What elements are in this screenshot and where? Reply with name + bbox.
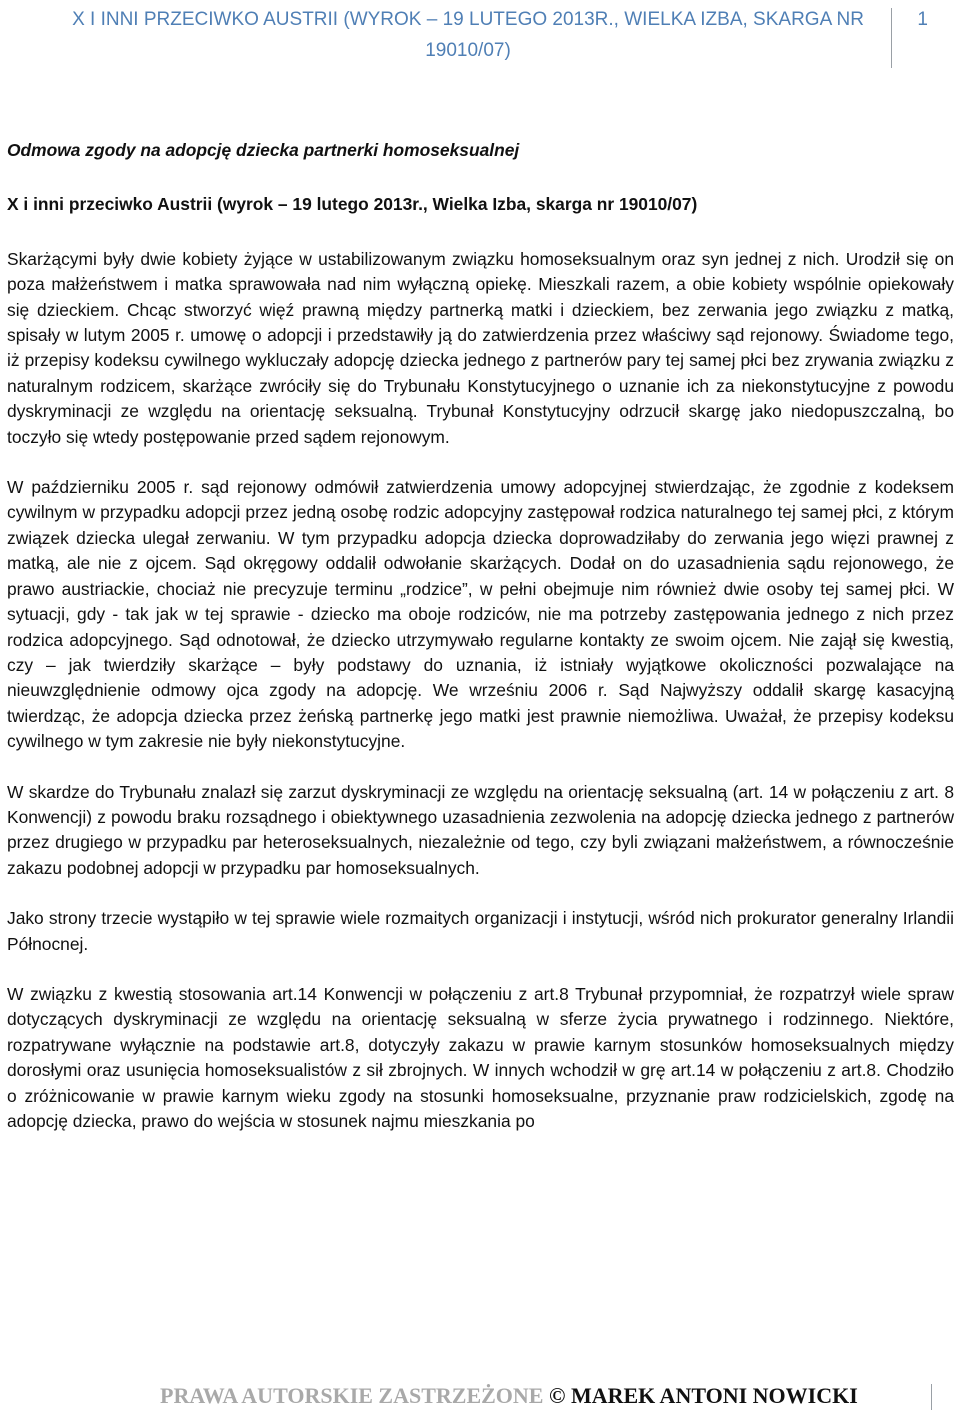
paragraph-proceedings: W październiku 2005 r. sąd rejonowy odmówił zatwierdzenia umowy adopcyjnej stwierdzając, że zgodnie z kodeksem cywilnym w przypadku adopcji przez jedną osobę rodzic adopcyjny zastępował rodzica naturalnego tej samej płci, z którym związek dziecka ulegał zerwaniu. W tym przypadku adopcja dziecka doprowadziłaby do zerwania jego więzi prawnej z matką, ale nie z ojcem. Sąd okręgowy oddalił odwołanie skarżących. Dodał on do uzasadnienia sądu rejonowego, że prawo austriackie, chociaż nie precyzuje terminu „rodzice”, w pełni obejmuje nim również dwie osoby tej samej płci. W sytuacji, gdy - tak jak w tej sprawie - dziecko ma oboje rodziców, nie ma potrzeby zastępowania jednego z nich przez rodzica adopcyjnego. Sąd odnotował, że dziecko utrzymywało regularne kontakty ze swoim ojcem. Nie zajął się kwestią, czy – jak twierdziły skarżące – były podstawy do uznania, iż istniały wyjątkowe okoliczności pozwalające na nieuwzględnienie odmowy ojca zgody na adopcję. We wrześniu 2006 r. Sąd Najwyższy oddalił skargę kasacyjną twierdząc, że adopcja dziecka przez żeńską partnerkę jego matki jest prawnie niemożliwa. Uważał, że przepisy kodeksu cywilnego w tym zakresie nie były niekonstytucyjne. xyxy=(7,477,954,752)
paragraph-court-reasoning: W związku z kwestią stosowania art.14 Konwencji w połączeniu z art.8 Trybunał przypomniał, że rozpatrzył wiele spraw dotyczących dyskryminacji ze względu na orientację seksualną w sferze życia prywatnego i rodzinnego. Niektóre, rozpatrywane wyłącznie na podstawie art.8, dotyczyły zakazu w prawie karnym stosunków homoseksualnych między dorosłymi oraz usunięcia homoseksualistów z sił zbrojnych. W innych wchodził w grę art.14 w połączeniu z art.8. Chodziło o zróżnicowanie w prawie karnym wieku zgody na stosunki homoseksualne, przyznanie praw rodzicielskich, zgodę na adopcję dziecka, prawo do wejścia w stosunek najmu mieszkania po xyxy=(7,983,954,1131)
document-subtitle: X i inni przeciwko Austrii (wyrok – 19 lutego 2013r., Wielka Izba, skarga nr 19010/07) xyxy=(7,194,698,215)
header-title: X I INNI PRZECIWKO AUSTRII (WYROK – 19 LUTEGO 2013R., WIELKA IZBA, SKARGA NR 19010/07) xyxy=(72,9,864,61)
document-title: Odmowa zgody na adopcję dziecka partnerki homoseksualnej xyxy=(7,140,520,160)
page-number: 1 xyxy=(917,9,928,30)
footer-divider xyxy=(931,1384,932,1410)
paragraph-complaint: W skardze do Trybunału znalazł się zarzut dyskryminacji ze względu na orientację seksualną (art. 14 w połączeniu z art. 8 Konwencji) z powodu braku rozsądnego i obiektywnego uzasadnienia zezwolenia na adopcję dziecka jednego z partnerów przez drugiego w przypadku par heteroseksualnych, niezależnie od tego, czy byli związani małżeństwem, a równocześnie zakazu podobnej adopcji w przypadku par homoseksualnych. xyxy=(7,781,954,878)
paragraph-facts: Skarżącymi były dwie kobiety żyjące w ustabilizowanym związku homoseksualnym oraz syn jednej z nich. Urodził się on poza małżeństwem i matka sprawowała nad nim wyłączną opiekę. Mieszkali razem, a obie kobiety wspólnie opiekowały się dzieckiem. Chcąc stworzyć więź prawną między partnerką matki i dzieckiem, bez zerwania jego związku z matką, spisały w lutym 2005 r. umowę o adopcji i przedstawiły ją do zatwierdzenia przez właściwy sąd rejonowy. Świadome tego, iż przepisy kodeksu cywilnego wykluczały adopcję dziecka jednego z partnerów pary tej samej płci bez zrywania związku z naturalnym rodzicem, skarżące zwróciły się do Trybunału Konstytucyjnego o uznanie ich za niekonstytucyjne z powodu dyskryminacji ze względu na orientację seksualną. Trybunał Konstytucyjny odrzucił skargę jako niedopuszczalną, bo toczyło się wtedy postępowanie przed sądem rejonowym. xyxy=(7,248,954,447)
page-header xyxy=(48,4,928,68)
page-footer xyxy=(160,1380,950,1411)
footer-rights: PRAWA AUTORSKIE ZASTRZEŻONE xyxy=(160,1383,544,1408)
paragraph-third-parties: Jako strony trzecie wystąpiło w tej sprawie wiele rozmaitych organizacji i instytucji, wśród nich prokurator generalny Irlandii Północnej. xyxy=(7,908,954,954)
document-body xyxy=(7,138,954,1159)
footer-author: MAREK ANTONI NOWICKI xyxy=(570,1383,858,1408)
copyright-icon: © xyxy=(549,1383,566,1408)
header-divider xyxy=(891,8,892,68)
